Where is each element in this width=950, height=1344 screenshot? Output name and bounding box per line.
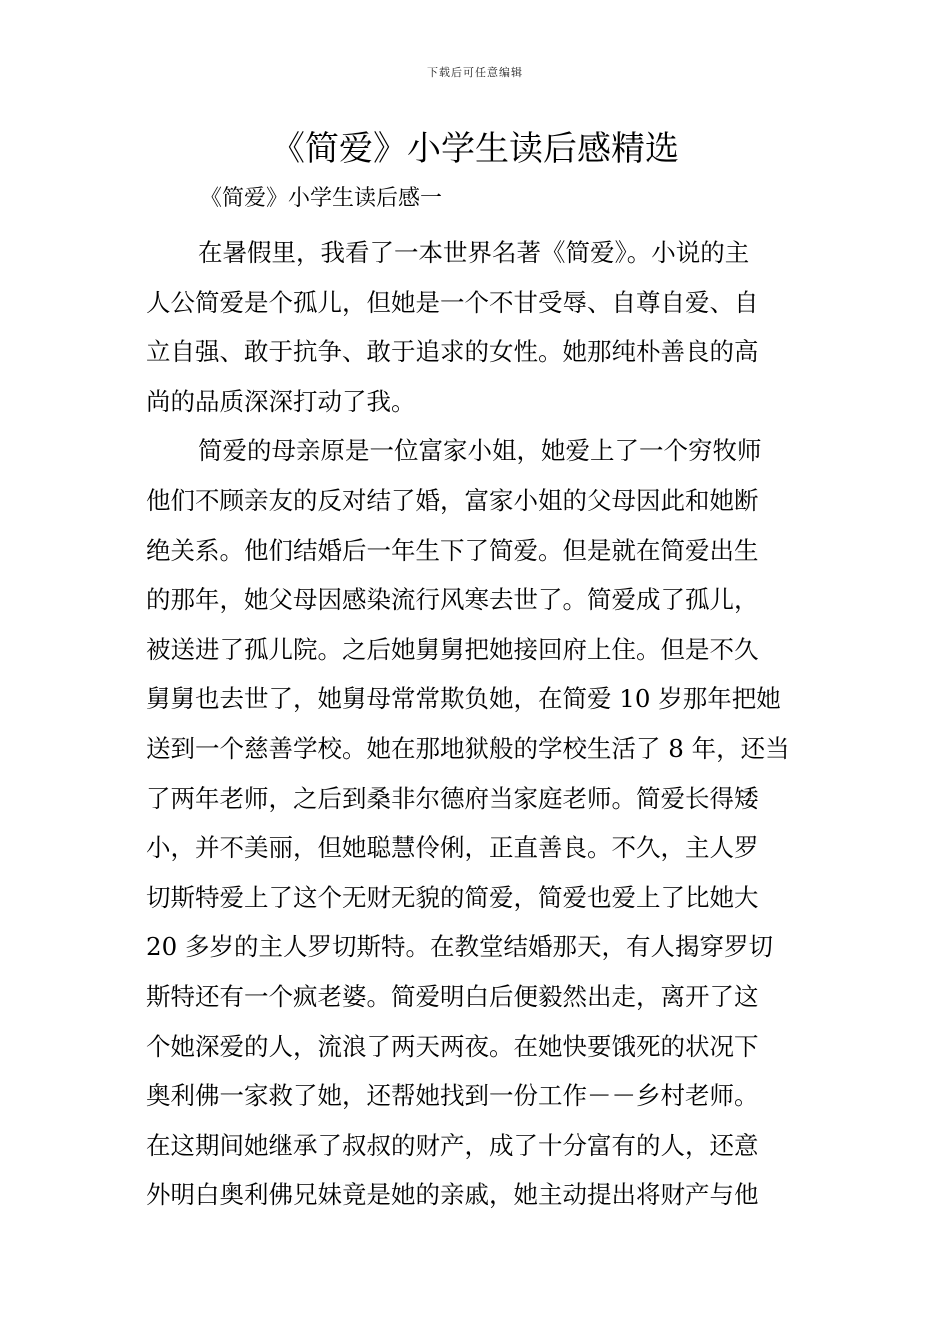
text-line: 斯特还有一个疯老婆。简爱明白后便毅然出走，离开了这 <box>146 981 759 1011</box>
text-line: 送到一个慈善学校。她在那地狱般的学校生活了 8 年，还当 <box>146 733 790 763</box>
text-line: 奥利佛一家救了她，还帮她找到一份工作－－乡村老师。 <box>146 1081 759 1111</box>
text-line: 立自强、敢于抗争、敢于追求的女性。她那纯朴善良的高 <box>146 337 759 367</box>
text-line: 20 多岁的主人罗切斯特。在教堂结婚那天，有人揭穿罗切 <box>146 932 773 962</box>
text-line: 外明白奥利佛兄妹竟是她的亲戚，她主动提出将财产与他 <box>146 1180 759 1210</box>
body-text <box>146 228 806 1220</box>
text-line: 绝关系。他们结婚后一年生下了简爱。但是就在简爱出生 <box>146 535 759 565</box>
document-title: 《简爱》小学生读后感精选 <box>271 129 679 169</box>
text-line: 小，并不美丽，但她聪慧伶俐，正直善良。不久，主人罗 <box>146 833 759 863</box>
text-line: 被送进了孤儿院。之后她舅舅把她接回府上住。但是不久 <box>146 634 759 664</box>
text-line: 的那年，她父母因感染流行风寒去世了。简爱成了孤儿， <box>146 585 759 615</box>
page-header-note: 下载后可任意编辑 <box>427 66 523 79</box>
text-line: 了两年老师，之后到桑非尔德府当家庭老师。简爱长得矮 <box>146 783 759 813</box>
section-subtitle: 《简爱》小学生读后感一 <box>200 186 443 211</box>
text-line: 他们不顾亲友的反对结了婚，富家小姐的父母因此和她断 <box>146 485 759 515</box>
text-line: 在这期间她继承了叔叔的财产，成了十分富有的人，还意 <box>146 1130 759 1160</box>
text-line: 在暑假里，我看了一本世界名著《简爱》。小说的主 <box>198 238 750 267</box>
text-line: 尚的品质深深打动了我。 <box>146 386 416 416</box>
text-line: 切斯特爱上了这个无财无貌的简爱，简爱也爱上了比她大 <box>146 882 759 912</box>
text-line: 舅舅也去世了，她舅母常常欺负她，在简爱 10 岁那年把她 <box>146 684 781 714</box>
text-line: 简爱的母亲原是一位富家小姐，她爱上了一个穷牧师 <box>198 436 762 466</box>
text-line: 人公简爱是个孤儿，但她是一个不甘受辱、自尊自爱、自 <box>146 287 759 317</box>
text-line: 个她深爱的人，流浪了两天两夜。在她快要饿死的状况下 <box>146 1031 759 1061</box>
